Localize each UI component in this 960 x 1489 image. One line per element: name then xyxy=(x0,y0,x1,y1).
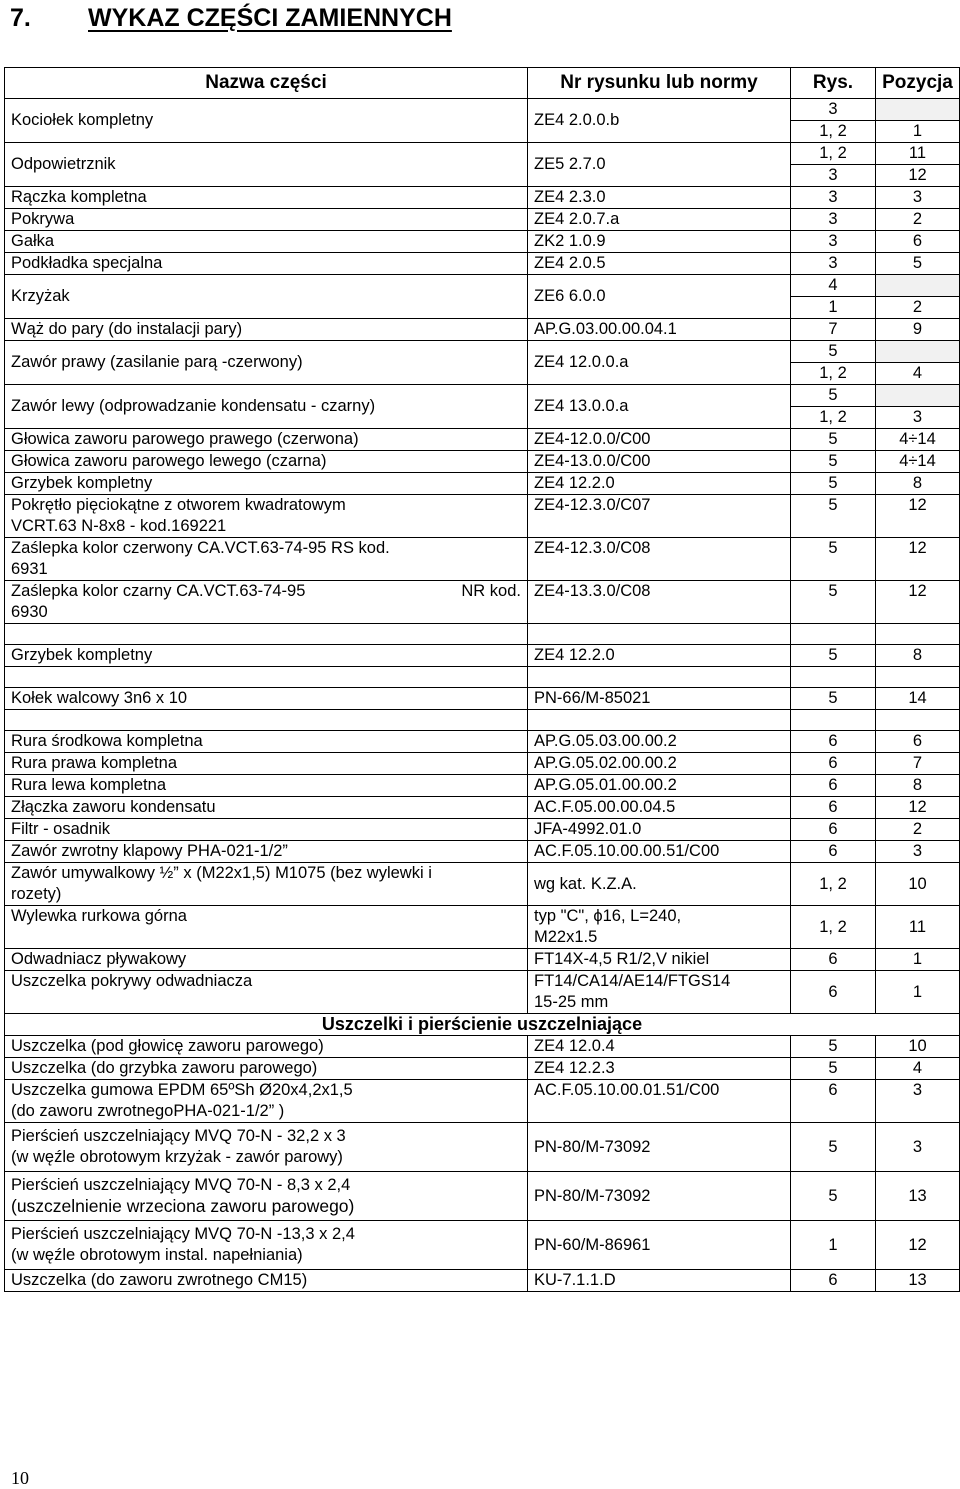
fig-number: 1, 2 xyxy=(791,121,876,143)
part-name: Podkładka specjalna xyxy=(5,253,528,275)
table-row xyxy=(5,1058,960,1080)
drawing-number: FT14X-4,5 R1/2,V nikiel xyxy=(528,949,791,971)
drawing-number: ZE4-12.3.0/C08 xyxy=(528,538,791,581)
drawing-line: M22x1.5 xyxy=(534,928,598,946)
position-number: 6 xyxy=(876,231,960,253)
position-number: 11 xyxy=(876,143,960,165)
part-name-line: Pierścień uszczelniający MVQ 70-N - 8,3 x 2,4 xyxy=(11,1176,351,1194)
drawing-number: AP.G.05.03.00.00.2 xyxy=(528,731,791,753)
part-name: Grzybek kompletny xyxy=(5,473,528,495)
part-name: Zawór prawy (zasilanie parą -czerwony) xyxy=(5,341,528,385)
position-number: 13 xyxy=(876,1270,960,1292)
drawing-number: ZE4 12.2.0 xyxy=(528,473,791,495)
drawing-number: ZE4 2.0.0.b xyxy=(528,99,791,143)
position-number: 8 xyxy=(876,473,960,495)
table-row xyxy=(5,1270,960,1292)
part-name: Rura lewa kompletna xyxy=(5,775,528,797)
table-row xyxy=(5,319,960,341)
fig-number: 6 xyxy=(791,775,876,797)
table-row xyxy=(5,645,960,667)
part-name-part: Zaślepka kolor czarny CA.VCT.63-74-95 xyxy=(11,582,306,600)
part-name-line: (uszczelnienie wrzeciona zaworu parowego) xyxy=(11,1196,355,1216)
part-name-line: Pokrętło pięciokątne z otworem kwadratowym xyxy=(11,496,346,514)
position-number: 13 xyxy=(876,1172,960,1221)
fig-number: 6 xyxy=(791,1080,876,1123)
drawing-number: ZE4-12.0.0/C00 xyxy=(528,429,791,451)
table-row xyxy=(5,1080,960,1123)
fig-number: 5 xyxy=(791,538,876,581)
table-row xyxy=(5,841,960,863)
drawing-number: ZE4-12.3.0/C07 xyxy=(528,495,791,538)
part-name-line: Pierścień uszczelniający MVQ 70-N -13,3 x 2,4 xyxy=(11,1225,355,1243)
drawing-number xyxy=(528,906,791,949)
part-name xyxy=(5,863,528,906)
fig-number: 1, 2 xyxy=(791,906,876,949)
part-name-line: 6931 xyxy=(11,560,48,578)
part-name: Głowica zaworu parowego prawego (czerwona) xyxy=(5,429,528,451)
drawing-number: ZE4 2.3.0 xyxy=(528,187,791,209)
drawing-number xyxy=(528,971,791,1014)
position-number: 12 xyxy=(876,165,960,187)
part-name xyxy=(5,538,528,581)
table-row xyxy=(5,495,960,538)
drawing-number: AC.F.05.10.00.01.51/C00 xyxy=(528,1080,791,1123)
part-name-line: 6930 xyxy=(11,603,48,621)
header-fig: Rys. xyxy=(791,68,876,99)
drawing-number: AP.G.05.01.00.00.2 xyxy=(528,775,791,797)
fig-number: 3 xyxy=(791,187,876,209)
table-row xyxy=(5,863,960,906)
fig-number: 1, 2 xyxy=(791,407,876,429)
table-row xyxy=(5,275,960,297)
fig-number: 5 xyxy=(791,1123,876,1172)
table-row xyxy=(5,1123,960,1172)
position-number: 8 xyxy=(876,775,960,797)
part-name: Uszczelka pokrywy odwadniacza xyxy=(5,971,528,1014)
drawing-number: ZK2 1.0.9 xyxy=(528,231,791,253)
table-row xyxy=(5,949,960,971)
drawing-line: typ "C", ϕ16, L=240, xyxy=(534,907,682,925)
part-name: Głowica zaworu parowego lewego (czarna) xyxy=(5,451,528,473)
part-name xyxy=(5,495,528,538)
position-number: 4 xyxy=(876,1058,960,1080)
part-name-line: (do zaworu zwrotnegoPHA-021-1/2” ) xyxy=(11,1102,285,1120)
fig-number: 5 xyxy=(791,473,876,495)
spacer-row xyxy=(5,667,960,688)
position-number: 10 xyxy=(876,1036,960,1058)
drawing-number: ZE4-13.0.0/C00 xyxy=(528,451,791,473)
part-name-line: (w węźle obrotowym instal. napełniania) xyxy=(11,1246,303,1264)
table-row xyxy=(5,341,960,363)
position-number: 3 xyxy=(876,1080,960,1123)
part-name: Odpowietrznik xyxy=(5,143,528,187)
fig-number: 6 xyxy=(791,753,876,775)
fig-number: 3 xyxy=(791,209,876,231)
drawing-number: ZE4 12.2.3 xyxy=(528,1058,791,1080)
table-row xyxy=(5,451,960,473)
part-name: Wylewka rurkowa górna xyxy=(5,906,528,949)
table-row xyxy=(5,819,960,841)
table-row xyxy=(5,473,960,495)
part-name-line: Pierścień uszczelniający MVQ 70-N - 32,2 x 3 xyxy=(11,1127,346,1145)
position-number: 2 xyxy=(876,209,960,231)
position-number: 3 xyxy=(876,841,960,863)
fig-number: 5 xyxy=(791,688,876,710)
section-heading: Uszczelki i pierścienie uszczelniające xyxy=(5,1014,960,1036)
part-name: Zawór zwrotny klapowy PHA-021-1/2” xyxy=(5,841,528,863)
fig-number: 5 xyxy=(791,495,876,538)
drawing-number: ZE4 2.0.5 xyxy=(528,253,791,275)
table-row xyxy=(5,538,960,581)
position-number: 4÷14 xyxy=(876,451,960,473)
position-number: 12 xyxy=(876,495,960,538)
position-number xyxy=(876,341,960,363)
table-row xyxy=(5,1036,960,1058)
fig-number: 5 xyxy=(791,1172,876,1221)
table-row xyxy=(5,775,960,797)
part-name xyxy=(5,1221,528,1270)
header-name: Nazwa części xyxy=(5,68,528,99)
part-name-line: Zawór umywalkowy ½” x (M22x1,5) M1075 (bez wylewki i xyxy=(11,864,432,882)
position-number: 4÷14 xyxy=(876,429,960,451)
part-name xyxy=(5,1080,528,1123)
spare-parts-table xyxy=(4,67,960,1292)
fig-number: 5 xyxy=(791,1058,876,1080)
fig-number: 6 xyxy=(791,949,876,971)
table-row xyxy=(5,187,960,209)
fig-number: 7 xyxy=(791,319,876,341)
table-header xyxy=(5,68,960,99)
table-row xyxy=(5,99,960,121)
fig-number: 1, 2 xyxy=(791,863,876,906)
table-row xyxy=(5,385,960,407)
fig-number: 3 xyxy=(791,165,876,187)
drawing-number: AC.F.05.10.00.00.51/C00 xyxy=(528,841,791,863)
fig-number: 3 xyxy=(791,253,876,275)
drawing-number: PN-66/M-85021 xyxy=(528,688,791,710)
drawing-number: ZE6 6.0.0 xyxy=(528,275,791,319)
table-row xyxy=(5,253,960,275)
fig-number: 6 xyxy=(791,819,876,841)
position-number: 1 xyxy=(876,971,960,1014)
part-name-line: Zaślepka kolor czerwony CA.VCT.63-74-95 RS kod. xyxy=(11,539,390,557)
fig-number: 1, 2 xyxy=(791,363,876,385)
fig-number: 4 xyxy=(791,275,876,297)
position-number: 6 xyxy=(876,731,960,753)
fig-number: 6 xyxy=(791,841,876,863)
fig-number: 5 xyxy=(791,581,876,624)
drawing-line: 15-25 mm xyxy=(534,993,609,1011)
table-row xyxy=(5,688,960,710)
part-name: Kociołek kompletny xyxy=(5,99,528,143)
table-row xyxy=(5,971,960,1014)
part-name: Gałka xyxy=(5,231,528,253)
drawing-number: JFA-4992.01.0 xyxy=(528,819,791,841)
table-row xyxy=(5,231,960,253)
page-title xyxy=(10,4,452,33)
drawing-number: ZE4 12.0.4 xyxy=(528,1036,791,1058)
position-number: 12 xyxy=(876,538,960,581)
drawing-number: KU-7.1.1.D xyxy=(528,1270,791,1292)
table-row xyxy=(5,753,960,775)
position-number: 5 xyxy=(876,253,960,275)
drawing-number: ZE4-13.3.0/C08 xyxy=(528,581,791,624)
table-row xyxy=(5,1221,960,1270)
table-row xyxy=(5,1172,960,1221)
position-number xyxy=(876,99,960,121)
page-number: 10 xyxy=(11,1468,29,1488)
section-row xyxy=(5,1014,960,1036)
drawing-number: PN-80/M-73092 xyxy=(528,1123,791,1172)
fig-number: 5 xyxy=(791,451,876,473)
fig-number: 5 xyxy=(791,1036,876,1058)
position-number: 12 xyxy=(876,581,960,624)
part-name: Grzybek kompletny xyxy=(5,645,528,667)
part-name: Rura prawa kompletna xyxy=(5,753,528,775)
part-name: Uszczelka (pod głowicę zaworu parowego) xyxy=(5,1036,528,1058)
fig-number: 5 xyxy=(791,645,876,667)
drawing-line: FT14/CA14/AE14/FTGS14 xyxy=(534,972,731,990)
fig-number: 5 xyxy=(791,429,876,451)
fig-number: 1 xyxy=(791,1221,876,1270)
fig-number: 6 xyxy=(791,1270,876,1292)
position-number: 7 xyxy=(876,753,960,775)
position-number: 11 xyxy=(876,906,960,949)
position-number: 9 xyxy=(876,319,960,341)
drawing-number: PN-80/M-73092 xyxy=(528,1172,791,1221)
position-number: 1 xyxy=(876,121,960,143)
part-name: Odwadniacz pływakowy xyxy=(5,949,528,971)
part-name: Krzyżak xyxy=(5,275,528,319)
section-number: 7. xyxy=(10,4,31,32)
drawing-number: ZE4 12.2.0 xyxy=(528,645,791,667)
position-number: 2 xyxy=(876,297,960,319)
fig-number: 1 xyxy=(791,297,876,319)
fig-number: 3 xyxy=(791,99,876,121)
drawing-number: ZE4 13.0.0.a xyxy=(528,385,791,429)
section-title: WYKAZ CZĘŚCI ZAMIENNYCH xyxy=(88,4,452,32)
position-number: 4 xyxy=(876,363,960,385)
fig-number: 6 xyxy=(791,731,876,753)
part-name-line: (w węźle obrotowym krzyżak - zawór parowy) xyxy=(11,1148,343,1166)
table-row xyxy=(5,143,960,165)
position-number: 3 xyxy=(876,187,960,209)
drawing-number: AP.G.03.00.00.04.1 xyxy=(528,319,791,341)
spacer-row xyxy=(5,624,960,645)
drawing-number: wg kat. K.Z.A. xyxy=(528,863,791,906)
position-number: 14 xyxy=(876,688,960,710)
part-name: Pokrywa xyxy=(5,209,528,231)
position-number xyxy=(876,385,960,407)
drawing-number: ZE4 2.0.7.a xyxy=(528,209,791,231)
fig-number: 5 xyxy=(791,341,876,363)
spacer-row xyxy=(5,710,960,731)
table-row xyxy=(5,731,960,753)
position-number: 3 xyxy=(876,407,960,429)
part-name xyxy=(5,581,528,624)
part-name: Wąż do pary (do instalacji pary) xyxy=(5,319,528,341)
part-name-line: rozety) xyxy=(11,885,62,903)
part-name: Filtr - osadnik xyxy=(5,819,528,841)
position-number: 3 xyxy=(876,1123,960,1172)
table-row xyxy=(5,209,960,231)
part-name: Zawór lewy (odprowadzanie kondensatu - czarny) xyxy=(5,385,528,429)
part-name: Uszczelka (do zaworu zwrotnego CM15) xyxy=(5,1270,528,1292)
position-number: 12 xyxy=(876,797,960,819)
position-number xyxy=(876,275,960,297)
table-row xyxy=(5,906,960,949)
part-name-line: VCRT.63 N-8x8 - kod.169221 xyxy=(11,517,227,535)
part-name xyxy=(5,1123,528,1172)
position-number: 10 xyxy=(876,863,960,906)
part-name-line xyxy=(11,581,521,602)
table-row xyxy=(5,581,960,624)
part-name-part: NR kod. xyxy=(461,582,521,600)
table-row xyxy=(5,797,960,819)
part-name: Złączka zaworu kondensatu xyxy=(5,797,528,819)
part-name-line: Uszczelka gumowa EPDM 65ºSh Ø20x4,2x1,5 xyxy=(11,1081,353,1099)
drawing-number: AC.F.05.00.00.04.5 xyxy=(528,797,791,819)
fig-number: 3 xyxy=(791,231,876,253)
table-row xyxy=(5,429,960,451)
drawing-number: PN-60/M-86961 xyxy=(528,1221,791,1270)
fig-number: 6 xyxy=(791,971,876,1014)
drawing-number: AP.G.05.02.00.00.2 xyxy=(528,753,791,775)
position-number: 12 xyxy=(876,1221,960,1270)
position-number: 8 xyxy=(876,645,960,667)
drawing-number: ZE4 12.0.0.a xyxy=(528,341,791,385)
part-name: Rura środkowa kompletna xyxy=(5,731,528,753)
part-name: Rączka kompletna xyxy=(5,187,528,209)
part-name xyxy=(5,1172,528,1221)
header-position: Pozycja xyxy=(876,68,960,99)
part-name: Uszczelka (do grzybka zaworu parowego) xyxy=(5,1058,528,1080)
fig-number: 5 xyxy=(791,385,876,407)
drawing-number: ZE5 2.7.0 xyxy=(528,143,791,187)
fig-number: 6 xyxy=(791,797,876,819)
header-drawing: Nr rysunku lub normy xyxy=(528,68,791,99)
position-number: 1 xyxy=(876,949,960,971)
fig-number: 1, 2 xyxy=(791,143,876,165)
position-number: 2 xyxy=(876,819,960,841)
part-name: Kołek walcowy 3n6 x 10 xyxy=(5,688,528,710)
